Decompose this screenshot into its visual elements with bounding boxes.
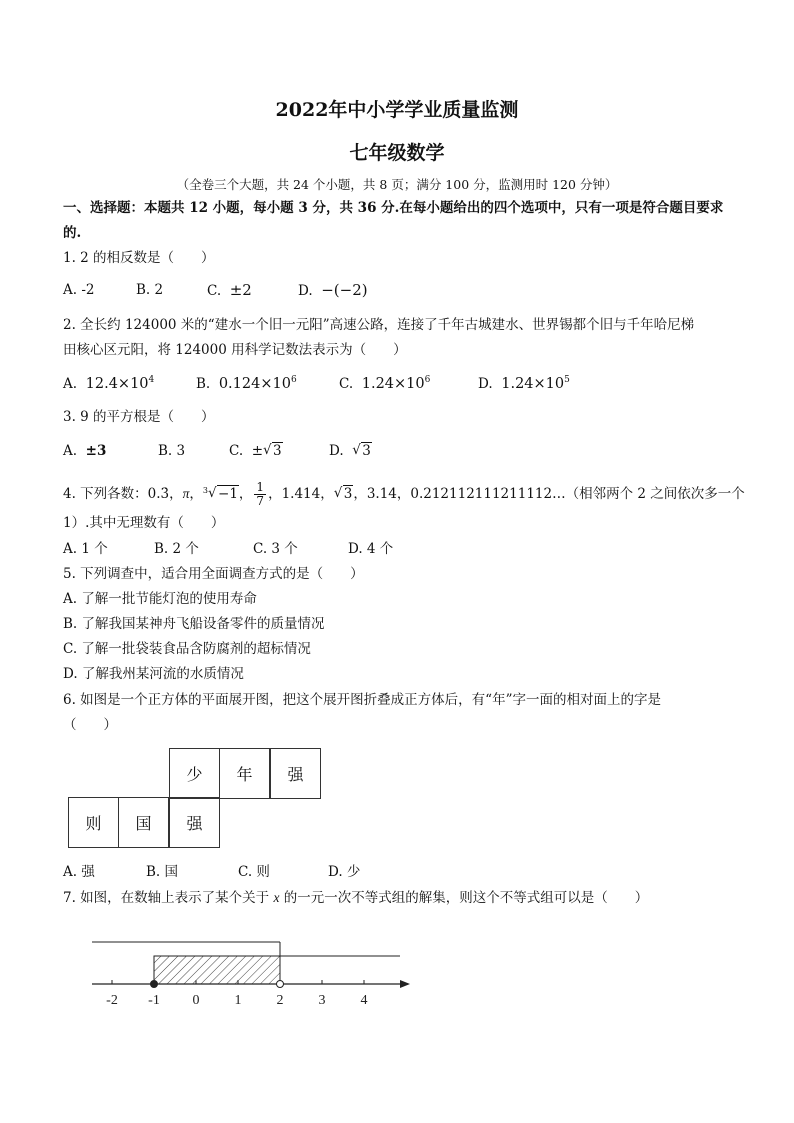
q1-option-a: A. -2 <box>63 282 95 298</box>
number-line-tick-label: 1 <box>234 993 242 1008</box>
q4-stem-line2: 1）.其中无理数有（ ） <box>63 515 225 531</box>
endpoint-right <box>277 981 284 988</box>
exam-subtitle: 七年级数学 <box>349 142 445 164</box>
net-cell-qiang-top: 强 <box>270 748 321 799</box>
net-cell-shao: 少 <box>169 748 220 799</box>
section-heading-cont: 的. <box>63 225 82 241</box>
q1-option-c: C. ±2 <box>207 281 252 299</box>
q3-option-d: D. √ 3 <box>329 442 372 460</box>
exam-title: 2022年中小学学业质量监测 <box>275 99 519 121</box>
q6-option-d: D. 少 <box>328 864 361 880</box>
number-line-tick-label: 0 <box>192 993 200 1008</box>
q2-option-d: D. $1.24\times 10^5$ <box>478 375 570 392</box>
net-cell-nian: 年 <box>219 748 270 799</box>
number-line-tick-label: -2 <box>106 993 118 1008</box>
number-line-tick-label: -1 <box>148 993 160 1008</box>
q4-option-c: C. 3 个 <box>253 541 298 557</box>
exam-note: （全卷三个大题，共 24 个小题，共 8 页；满分 100 分，监测用时 120 分钟） <box>176 177 618 192</box>
q3-stem: 3. 9 的平方根是（ ） <box>63 409 215 425</box>
q4-option-a: A. 1 个 <box>63 541 108 557</box>
section-heading: 一、选择题：本题共 12 小题，每小题 3 分，共 36 分.在每小题给出的四个选项中，只有一项是符合题目要求 <box>63 200 724 216</box>
number-line-tick-label: 4 <box>360 993 368 1008</box>
q5-option-a: A. 了解一批节能灯泡的使用寿命 <box>63 591 257 607</box>
q2-option-b: B. $0.124\times 10^6$ <box>196 375 297 392</box>
q2-option-c: C. $1.24\times 10^6$ <box>339 375 431 392</box>
q6-option-a: A. 强 <box>63 864 95 880</box>
q6-stem-line1: 6. 如图是一个正方体的平面展开图，把这个展开图折叠成正方体后，有“年”字一面的相对面上的字是 <box>63 692 661 708</box>
q7-stem: 7. 如图，在数轴上表示了某个关于 x 的一元一次不等式组的解集，则这个不等式组可以是（ ） <box>63 890 649 906</box>
net-cell-qiang-bottom: 强 <box>169 797 220 848</box>
q6-stem-line2: （ ） <box>63 717 117 733</box>
q1-stem: 1. 2 的相反数是（ ） <box>63 250 215 266</box>
q6-option-c: C. 则 <box>238 864 270 880</box>
q1-option-b: B. 2 <box>136 282 164 298</box>
q3-option-c: C. ±√ 3 <box>229 442 283 460</box>
q5-option-d: D. 了解我州某河流的水质情况 <box>63 666 244 682</box>
q2-stem-line1: 2. 全长约 124000 米的“建水一个旧一元阳”高速公路，连接了千年古城建水、世界锡都个旧与千年哈尼梯 <box>63 317 695 333</box>
q4-option-b: B. 2 个 <box>154 541 199 557</box>
solution-region <box>154 956 280 984</box>
endpoint-left <box>151 981 158 988</box>
net-cell-guo: 国 <box>118 797 169 848</box>
q2-stem-line2: 田核心区元阳，将 124000 用科学记数法表示为（ ） <box>63 342 407 358</box>
q2-option-a: A. $12.4\times 10^4$ <box>63 375 155 392</box>
q5-stem: 5. 下列调查中，适合用全面调查方式的是（ ） <box>63 566 364 582</box>
number-line-tick-label: 3 <box>318 993 326 1008</box>
net-cell-ze: 则 <box>68 797 119 848</box>
q3-option-a: A. ±3 <box>63 443 107 459</box>
q3-option-b: B. 3 <box>158 443 186 459</box>
q6-option-b: B. 国 <box>146 864 179 880</box>
q1-option-d: D. −(−2) <box>298 281 368 299</box>
number-line-figure <box>0 930 794 1020</box>
q5-option-b: B. 了解我国某神舟飞船设备零件的质量情况 <box>63 616 325 632</box>
number-line-tick-label: 2 <box>276 993 284 1008</box>
number-line-arrow <box>400 980 410 988</box>
q4-option-d: D. 4 个 <box>348 541 394 557</box>
q5-option-c: C. 了解一批袋装食品含防腐剂的超标情况 <box>63 641 311 657</box>
q4-stem-line1: 4. 下列各数：0.3̇，π，$^3$√ −1， $\frac{1}{7}$ ，1.414，√ 3，3.14，0.212112111211112…（相邻两个 2 之间依次多一个 <box>63 481 745 508</box>
